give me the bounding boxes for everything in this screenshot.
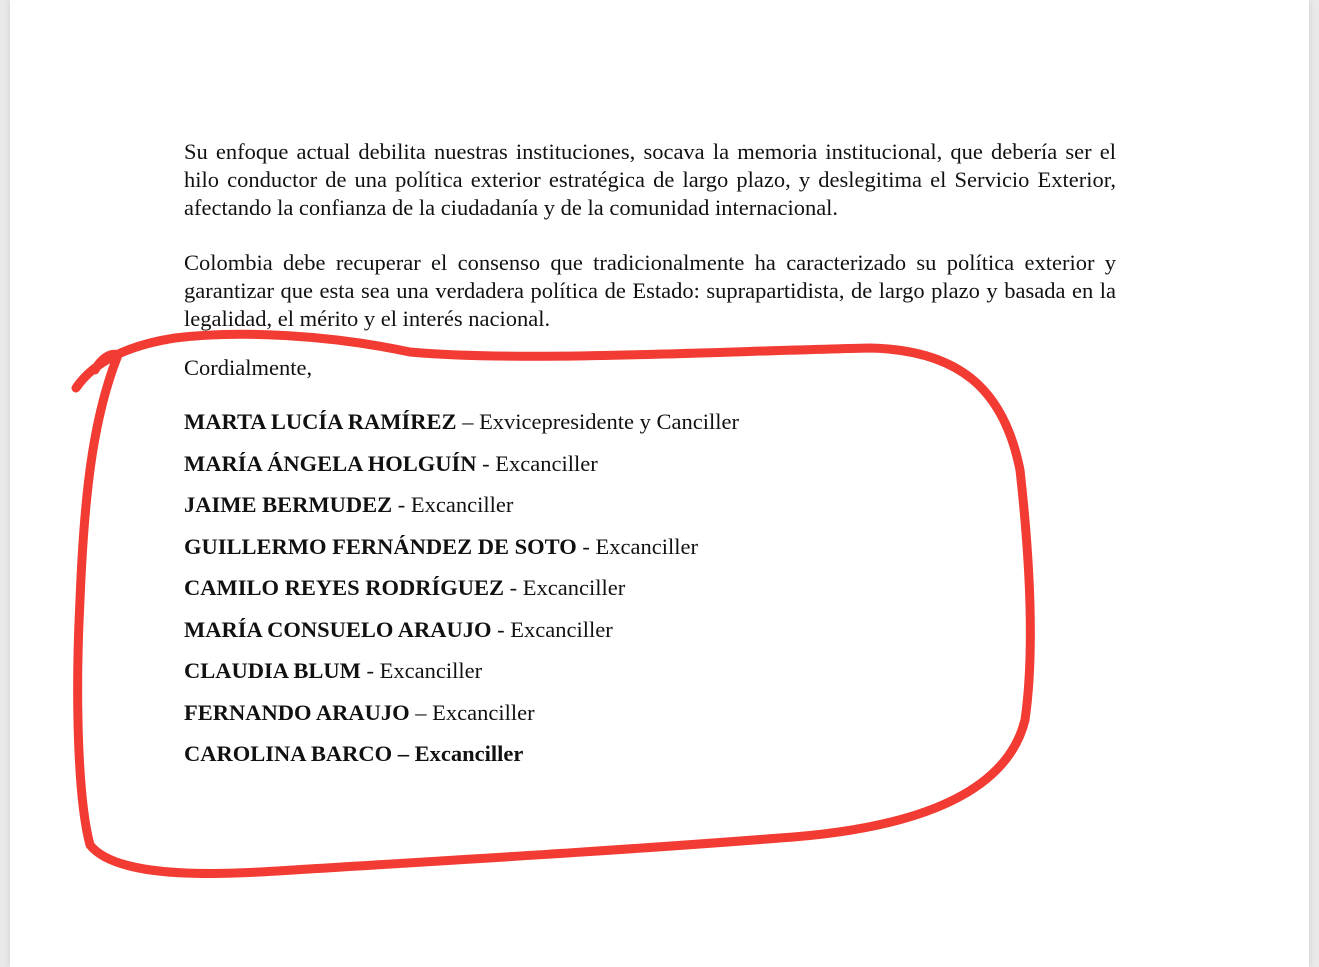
signatory-role: Excanciller xyxy=(522,575,626,600)
signatory-separator: – xyxy=(409,699,433,725)
signatory-separator: – xyxy=(392,741,415,766)
paragraph-2: Colombia debe recuperar el consenso que tradicionalmente ha caracterizado su política exterior y garantizar que esta sea una verdadera política de Estado: suprapartidista, de largo plazo y basada en la legalidad, el mérito y el interés nacional. xyxy=(184,250,1116,331)
signatory-role: Excanciller xyxy=(510,616,613,642)
signatory-separator: - xyxy=(491,616,511,642)
signatory-role: Exvicepresidente y Canciller xyxy=(479,409,739,434)
signatory-role: Excanciller xyxy=(379,658,483,683)
signatory-role: Excanciller xyxy=(595,533,698,559)
signatory-line xyxy=(184,616,1116,658)
signatory-separator: - xyxy=(576,533,596,559)
closing-salutation: Cordialmente, xyxy=(184,355,313,380)
signatory-separator: - xyxy=(476,450,496,476)
signatory-separator: – xyxy=(456,409,480,434)
signatory-role: Excanciller xyxy=(410,492,514,517)
signatory-list xyxy=(184,408,1116,782)
signatory-name: GUILLERMO FERNÁNDEZ DE SOTO xyxy=(184,533,577,559)
signatory-name: CAROLINA BARCO xyxy=(184,741,393,766)
signatory-line xyxy=(184,740,1116,782)
signatory-line xyxy=(184,450,1116,492)
signatory-name: MARÍA ÁNGELA HOLGUÍN xyxy=(184,450,477,476)
signatory-line xyxy=(184,574,1116,616)
signatory-name: CAMILO REYES RODRÍGUEZ xyxy=(184,575,505,600)
signatory-separator: - xyxy=(360,658,380,683)
signatory-line xyxy=(184,491,1116,533)
signatory-line xyxy=(184,699,1116,741)
signatory-name: FERNANDO ARAUJO xyxy=(184,699,410,725)
signatory-name: MARTA LUCÍA RAMÍREZ xyxy=(184,409,457,434)
letter-body xyxy=(184,138,1116,782)
signatory-role: Excanciller xyxy=(414,741,524,766)
signatory-role: Excanciller xyxy=(495,450,598,476)
signatory-separator: - xyxy=(392,492,411,517)
signatory-name: MARÍA CONSUELO ARAUJO xyxy=(184,616,492,642)
signatory-line xyxy=(184,657,1116,699)
signatory-separator: - xyxy=(504,575,523,600)
signatory-line xyxy=(184,533,1116,575)
signatory-line xyxy=(184,408,1116,450)
signatory-role: Excanciller xyxy=(432,699,535,725)
paragraph-1: Su enfoque actual debilita nuestras instituciones, socava la memoria institucional, que debería ser el hilo conductor de una política exterior estratégica de largo plazo, y deslegitima el Servicio Exterior, afectando la confianza de la ciudadanía y de la comunidad internacional. xyxy=(184,139,1116,220)
signatory-name: CLAUDIA BLUM xyxy=(184,658,361,683)
signatory-name: JAIME BERMUDEZ xyxy=(184,492,393,517)
